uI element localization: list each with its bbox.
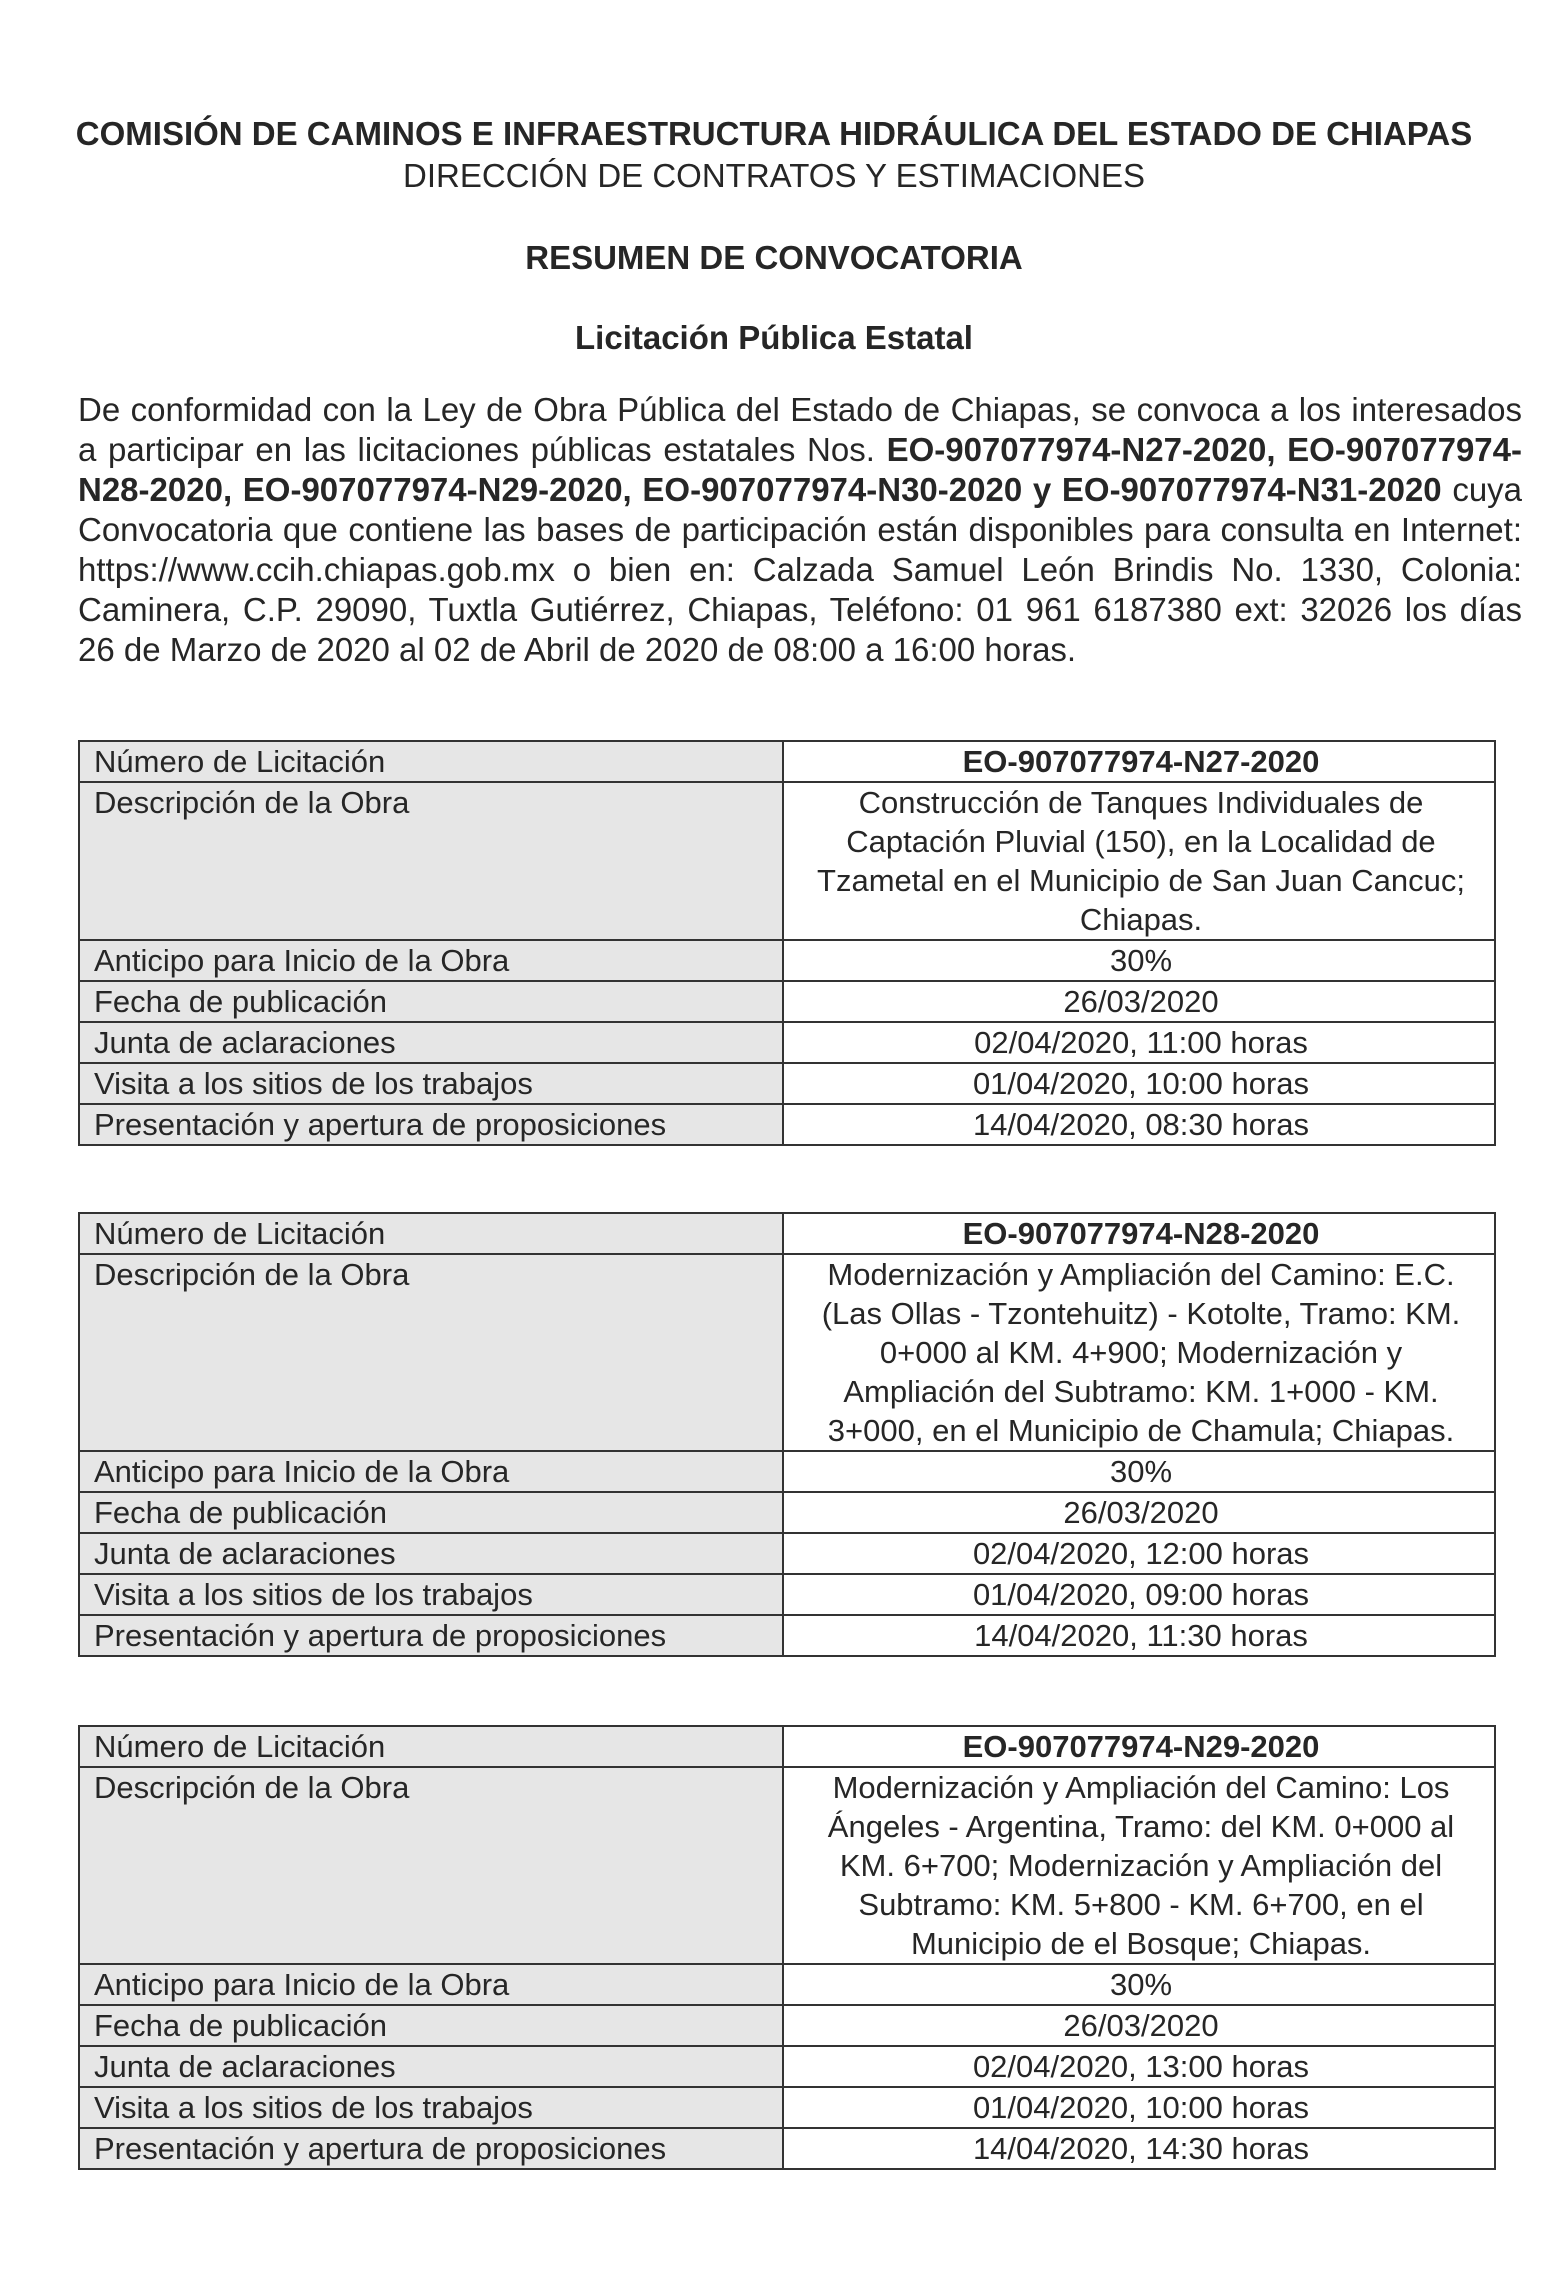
value-anticipo: 30% [783, 940, 1495, 981]
value-fecha-publicacion: 26/03/2020 [783, 2005, 1495, 2046]
description-line: Tzametal en el Municipio de San Juan Cancuc; [817, 863, 1465, 898]
value-descripcion [783, 782, 1495, 940]
row-junta [79, 1533, 1495, 1574]
tender-number-n27: EO-907077974-N27-2020, [886, 431, 1276, 468]
label-presentacion: Presentación y apertura de proposiciones [79, 1104, 783, 1145]
description-line: 3+000, en el Municipio de Chamula; Chiapas. [827, 1413, 1455, 1448]
row-descripcion [79, 782, 1495, 940]
label-presentacion: Presentación y apertura de proposiciones [79, 1615, 783, 1656]
label-junta: Junta de aclaraciones [79, 1022, 783, 1063]
description-line: Municipio de el Bosque; Chiapas. [910, 1926, 1372, 1961]
description-line: Chiapas. [1079, 902, 1203, 937]
row-junta [79, 1022, 1495, 1063]
label-numero: Número de Licitación [79, 1726, 783, 1767]
value-anticipo: 30% [783, 1964, 1495, 2005]
value-numero: EO-907077974-N28-2020 [783, 1213, 1495, 1254]
label-visita: Visita a los sitios de los trabajos [79, 1063, 783, 1104]
tender-number-n30: EO-907077974-N30-2020 [642, 471, 1023, 508]
organization-title: COMISIÓN DE CAMINOS E INFRAESTRUCTURA HIDRÁULICA DEL ESTADO DE CHIAPAS [75, 115, 1473, 152]
row-presentacion [79, 1104, 1495, 1145]
description-line: Subtramo: KM. 5+800 - KM. 6+700, en el [858, 1887, 1424, 1922]
value-junta: 02/04/2020, 12:00 horas [783, 1533, 1495, 1574]
row-anticipo [79, 1964, 1495, 2005]
tender-table-n28 [78, 1212, 1496, 1657]
value-presentacion: 14/04/2020, 11:30 horas [783, 1615, 1495, 1656]
description-line: Modernización y Ampliación del Camino: E.C. [827, 1257, 1455, 1292]
tender-table-n27 [78, 740, 1496, 1146]
tender-number-n29: EO-907077974-N29-2020, [242, 471, 632, 508]
label-junta: Junta de aclaraciones [79, 1533, 783, 1574]
value-visita: 01/04/2020, 09:00 horas [783, 1574, 1495, 1615]
value-numero: EO-907077974-N27-2020 [783, 741, 1495, 782]
label-numero: Número de Licitación [79, 1213, 783, 1254]
description-line: Ángeles - Argentina, Tramo: del KM. 0+000 al [827, 1809, 1455, 1844]
label-fecha-publicacion: Fecha de publicación [79, 1492, 783, 1533]
value-presentacion: 14/04/2020, 14:30 horas [783, 2128, 1495, 2169]
description-line: Ampliación del Subtramo: KM. 1+000 - KM. [843, 1374, 1439, 1409]
description-line: Construcción de Tanques Individuales de [858, 785, 1424, 820]
row-numero [79, 1726, 1495, 1767]
intro-paragraph [78, 390, 1522, 670]
label-fecha-publicacion: Fecha de publicación [79, 2005, 783, 2046]
value-anticipo: 30% [783, 1451, 1495, 1492]
value-fecha-publicacion: 26/03/2020 [783, 981, 1495, 1022]
row-descripcion [79, 1254, 1495, 1451]
row-visita [79, 2087, 1495, 2128]
conjunction: y [1032, 471, 1052, 508]
description-line: Captación Pluvial (150), en la Localidad de [846, 824, 1436, 859]
description-line: (Las Ollas - Tzontehuitz) - Kotolte, Tramo: KM. [821, 1296, 1461, 1331]
row-fecha-publicacion [79, 981, 1495, 1022]
value-descripcion [783, 1254, 1495, 1451]
row-presentacion [79, 2128, 1495, 2169]
row-anticipo [79, 1451, 1495, 1492]
label-junta: Junta de aclaraciones [79, 2046, 783, 2087]
label-fecha-publicacion: Fecha de publicación [79, 981, 783, 1022]
label-visita: Visita a los sitios de los trabajos [79, 2087, 783, 2128]
value-visita: 01/04/2020, 10:00 horas [783, 2087, 1495, 2128]
row-visita [79, 1574, 1495, 1615]
row-fecha-publicacion [79, 2005, 1495, 2046]
row-visita [79, 1063, 1495, 1104]
label-descripcion: Descripción de la Obra [79, 1767, 783, 1964]
value-numero: EO-907077974-N29-2020 [783, 1726, 1495, 1767]
label-numero: Número de Licitación [79, 741, 783, 782]
row-numero [79, 741, 1495, 782]
row-presentacion [79, 1615, 1495, 1656]
label-descripcion: Descripción de la Obra [79, 1254, 783, 1451]
value-presentacion: 14/04/2020, 08:30 horas [783, 1104, 1495, 1145]
row-fecha-publicacion [79, 1492, 1495, 1533]
description-line: Modernización y Ampliación del Camino: Los [832, 1770, 1450, 1805]
document-subtitle: Licitación Pública Estatal [575, 319, 973, 356]
label-descripcion: Descripción de la Obra [79, 782, 783, 940]
row-numero [79, 1213, 1495, 1254]
tender-number-n28: EO-907077974-N28-2020, [78, 431, 1523, 508]
value-junta: 02/04/2020, 13:00 horas [783, 2046, 1495, 2087]
label-anticipo: Anticipo para Inicio de la Obra [79, 940, 783, 981]
row-anticipo [79, 940, 1495, 981]
row-junta [79, 2046, 1495, 2087]
value-junta: 02/04/2020, 11:00 horas [783, 1022, 1495, 1063]
intro-text-start: De conformidad con la Ley de Obra Pública del Estado de Chiapas, se convoca a los interesados a participar en las licitaciones públicas estatales Nos. [78, 391, 1522, 468]
label-anticipo: Anticipo para Inicio de la Obra [79, 1964, 783, 2005]
description-line: 0+000 al KM. 4+900; Modernización y [879, 1335, 1403, 1370]
row-descripcion [79, 1767, 1495, 1964]
document-title: RESUMEN DE CONVOCATORIA [525, 239, 1023, 276]
intro-text-end: cuya Convocatoria que contiene las bases de participación están disponibles para consulta en Internet: https://www.ccih.chiapas.gob.mx o bien en: Calzada Samuel León Brindis No. 1330, Colonia: Caminera, C.P. 29090, Tuxtla Gutiérrez, Chiapas, Teléfono: 01 961 6187380 ext: 32026 los días 26 de Marzo de 2020 al 02 de Abril de 2020 de 08:00 a 16:00 horas. [78, 471, 1523, 668]
label-presentacion: Presentación y apertura de proposiciones [79, 2128, 783, 2169]
department-title: DIRECCIÓN DE CONTRATOS Y ESTIMACIONES [402, 157, 1145, 194]
value-descripcion [783, 1767, 1495, 1964]
label-anticipo: Anticipo para Inicio de la Obra [79, 1451, 783, 1492]
tender-number-n31: EO-907077974-N31-2020 [1061, 471, 1442, 508]
description-line: KM. 6+700; Modernización y Ampliación del [839, 1848, 1443, 1883]
value-visita: 01/04/2020, 10:00 horas [783, 1063, 1495, 1104]
label-visita: Visita a los sitios de los trabajos [79, 1574, 783, 1615]
tender-table-n29 [78, 1725, 1496, 2170]
value-fecha-publicacion: 26/03/2020 [783, 1492, 1495, 1533]
